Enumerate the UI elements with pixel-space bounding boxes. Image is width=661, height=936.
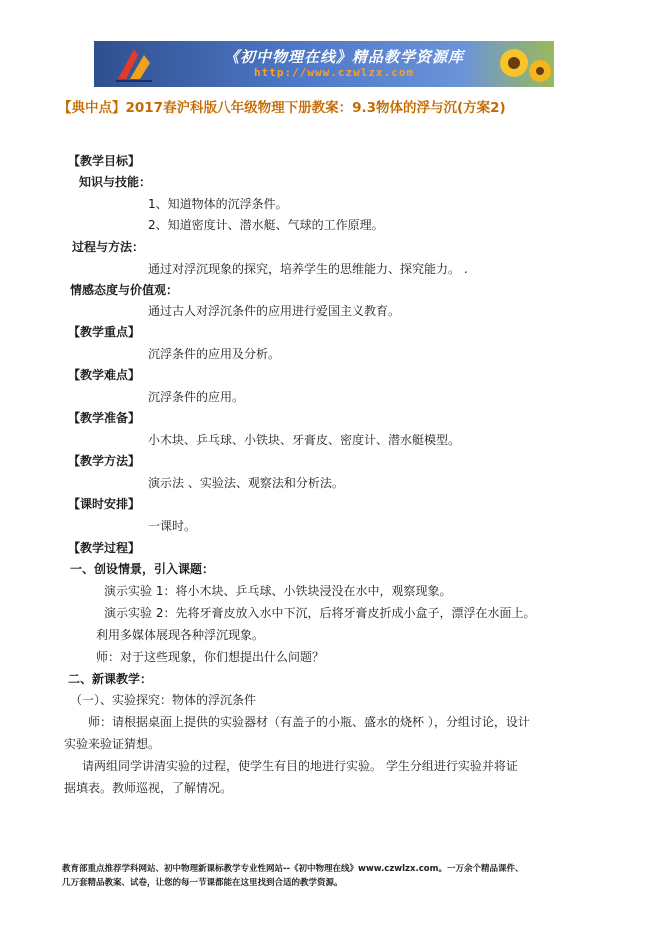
schedule-text: 一课时。 <box>148 519 197 533</box>
footer-line-1: 教育部重点推荐学科网站、初中物理新课标教学专业性网站--《初中物理在线》www.czwlzx.com。一万余个精品课件、 <box>62 864 524 874</box>
footer-line-2: 几万套精品教案、试卷，让您的每一节课都能在这里找到合适的教学资源。 <box>62 878 343 888</box>
heading-preparation: 【教学准备】 <box>68 411 141 425</box>
teacher-instruction-line-1: 师：请根据桌面上提供的实验器材（有盖子的小瓶、盛水的烧杯 ），分组讨论，设计 <box>88 715 530 729</box>
goal-item-1: 1、知道物体的沉浮条件。 <box>148 197 288 211</box>
section-2-title: 二、新课教学： <box>68 672 153 686</box>
sunflower-icon <box>492 41 552 87</box>
heading-teaching-methods: 【教学方法】 <box>68 454 141 468</box>
teacher-question: 师：对于这些现象，你们想提出什么问题？ <box>96 650 325 664</box>
group-experiment-line-1: 请两组同学讲清实验的过程，使学生有目的地进行实验。 学生分组进行实验并将证 <box>82 759 518 773</box>
subsection-1-title: （一）、实验探究：物体的浮沉条件 <box>70 693 257 707</box>
heading-key-points: 【教学重点】 <box>68 325 141 339</box>
heading-knowledge-skills: 知识与技能： <box>79 175 152 189</box>
multimedia-text: 利用多媒体展现各种浮沉现象。 <box>96 628 265 642</box>
document-title: 【典中点】2017春沪科版八年级物理下册教案：9.3物体的浮与沉(方案2) <box>58 100 506 116</box>
heading-process-method: 过程与方法： <box>72 240 145 254</box>
demo-experiment-1: 演示实验 1：将小木块、乒乓球、小铁块浸没在水中，观察现象。 <box>104 584 452 598</box>
demo-experiment-2: 演示实验 2：先将牙膏皮放入水中下沉，后将牙膏皮折成小盒子，漂浮在水面上。 <box>104 606 536 620</box>
header-banner <box>94 41 554 87</box>
section-1-title: 一、创设情景，引入课题： <box>70 562 215 576</box>
heading-teaching-goals: 【教学目标】 <box>68 154 141 168</box>
difficulties-text: 沉浮条件的应用。 <box>148 390 245 404</box>
banner-url: http://www.czwlzx.com <box>254 66 415 79</box>
teaching-methods-text: 演示法 、实验法、观察法和分析法。 <box>148 476 344 490</box>
process-method-text: 通过对浮沉现象的探究，培养学生的思维能力、探究能力。 . <box>148 262 468 276</box>
heading-difficulties: 【教学难点】 <box>68 368 141 382</box>
site-logo-icon <box>114 45 154 83</box>
preparation-text: 小木块、乒乓球、小铁块、牙膏皮、密度计、潜水艇模型。 <box>148 433 461 447</box>
heading-schedule: 【课时安排】 <box>68 497 141 511</box>
page-footer <box>62 862 602 890</box>
heading-teaching-process: 【教学过程】 <box>68 541 141 555</box>
heading-attitude-values: 情感态度与价值观： <box>70 283 179 297</box>
attitude-values-text: 通过古人对浮沉条件的应用进行爱国主义教育。 <box>148 304 401 318</box>
goal-item-2: 2、知道密度计、潜水艇、气球的工作原理。 <box>148 218 384 232</box>
teacher-instruction-line-2: 实验来验证猜想。 <box>64 737 161 751</box>
group-experiment-line-2: 据填表。教师巡视，了解情况。 <box>64 781 233 795</box>
banner-title: 《初中物理在线》精品教学资源库 <box>224 48 465 66</box>
key-points-text: 沉浮条件的应用及分析。 <box>148 347 281 361</box>
